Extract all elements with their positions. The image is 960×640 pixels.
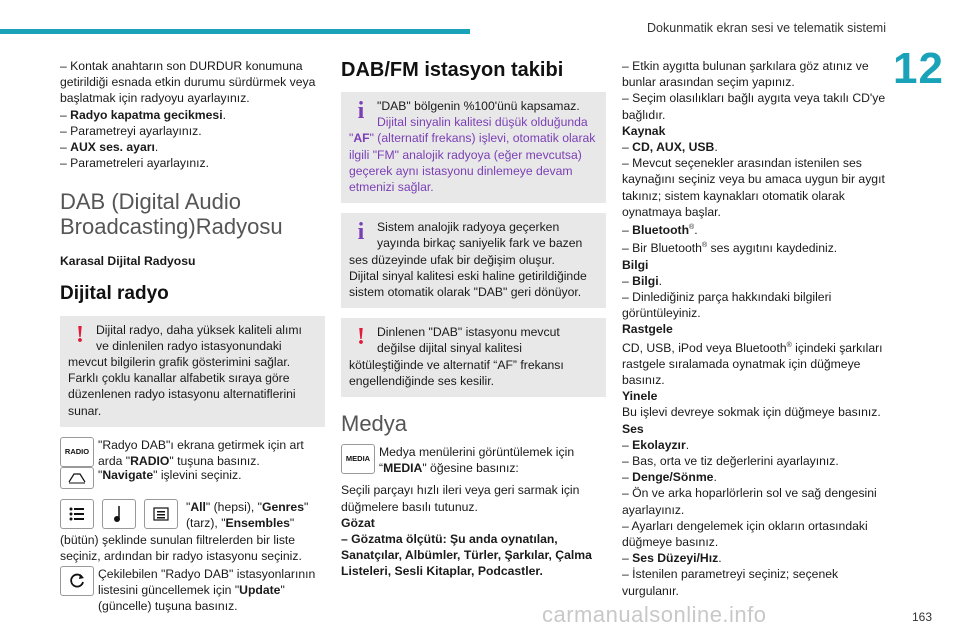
section-title-dab-fm: DAB/FM istasyon takibi [341,59,564,81]
info-heading: Bilgi [622,257,649,272]
info-icon: i [357,219,365,246]
text-line: – Dinlediğiniz parça hakkındaki bilgileri görüntüleyiniz. [622,289,832,321]
list-item: – CD, AUX, USB. [622,140,718,155]
filter-icons [60,499,182,529]
step-filters: "All" (hepsi), "Genres" (tarz), "Ensembles" (bütün) şeklinde sunulan filtrelerden bir liste seçiniz, ardından bir radyo istasyonu seçiniz. [60,500,309,563]
column-3 [622,58,887,599]
sound-heading: Ses [622,421,644,436]
note-text: Farklı çoklu kanallar alfabetik sıraya göre düzenlenen radyo istasyonu alternatiflerini sunar. [68,371,296,418]
column-2 [341,58,606,580]
browse-heading: Gözat [341,515,375,530]
media-button-icon: MEDIA [341,444,375,474]
list-item: – Bluetooth®. [622,223,698,238]
list-item: – Parametreleri ayarlayınız. [60,156,210,171]
watermark: carmanualsonline.info [542,602,767,627]
text-line: – Etkin aygıtta bulunan şarkılara göz atınız ve bunlar arasından seçim yapınız. [622,59,869,90]
chapter-number: 12 [893,44,944,93]
section-title-digital-radio: Dijital radyo [60,282,169,304]
step-update [60,566,325,615]
text-line: – Bas, orta ve tiz değerlerini ayarlayınız. [622,454,839,469]
warning-note [341,318,606,397]
note-text: Dinlenen "DAB" istasyonu mevcut değilse dijital sinyal kalitesi kötüleştiğinde ve alternatif “AF” frekansı engellendiğinde ses kesilir. [349,325,564,388]
ensemble-icon [144,499,178,529]
section-title-dab: DAB (Digital Audio Broadcasting)Radyosu [60,189,283,240]
note-text: "DAB" bölgenin %100'ünü kapsamaz. [377,99,580,113]
text-line: – Ön ve arka hoparlörlerin sol ve sağ dengesini ayarlayınız. [622,486,877,517]
note-text: Dijital sinyalin kalitesi düşük olduğunda "AF" (alternatif frekans) işlevi, otomatik olarak ilgili "FM" analojik radyoya (eğer mevcutsa) geçerek aynı istasyonu dinlemeye devam etmenizi sağlar. [349,115,596,195]
browse-text: – Gözatma ölçütü: Şu anda oynatılan, Sanatçılar, Albümler, Türler, Şarkılar, Çalma Listeleri, Sesli Kitaplar, Podcastler. [341,532,592,579]
radio-button-icon: RADIO [60,437,94,467]
list-item: – Bilgi. [622,273,662,288]
step-text: "Navigate" işlevini seçiniz. [98,468,242,483]
section-title-media: Medya [341,411,408,437]
loop-heading: Yinele [622,389,658,404]
text-line: – Seçim olasılıkları bağlı aygıta veya takılı CD'ye bağlıdır. [622,91,886,122]
text-line: CD, USB, iPod veya Bluetooth® içindeki şarkıları rastgele sıralamada oynatmak için düğmeye basınız. [622,340,883,388]
seek-text: Seçili parçayı hızlı ileri veya geri sarmak için düğmelere basılı tutunuz. [341,483,580,514]
text-line: Bu işlevi devreye sokmak için düğmeye basınız. [622,405,881,420]
step-media [341,444,606,476]
step-text: Çekilebilen "Radyo DAB" istasyonlarının listesini güncellemek için "Update" (güncelle) tuşuna basınız. [98,567,316,614]
random-heading: Rastgele [622,322,673,337]
note-text: Dijital radyo, daha yüksek kaliteli alımı ve dinlenilen radyo istasyonundaki mevcut bilgilerin grafik gösterimini sağlar. [68,322,302,370]
column-1 [60,58,325,621]
step-text: Medya menülerini görüntülemek için “MEDIA" öğesine basınız: [379,445,575,476]
note-text: Dijital sinyal kalitesi eski haline getirildiğinde sistem otomatik olarak "DAB" geri dönüyor. [349,268,587,300]
settings-list [60,107,325,172]
header-accent-bar [0,29,470,34]
note-text: Sistem analojik radyoya geçerken yayında birkaç saniyelik fark ve bazen ses düzeyinde ufak bir değişim oluşur. [349,220,583,267]
section-subtitle: Karasal Dijital Radyosu [60,254,196,269]
list-item: – Parametreyi ayarlayınız. [60,123,202,138]
header-title: Dokunmatik ekran sesi ve telematik sistemi [647,21,886,35]
source-heading: Kaynak [622,123,666,138]
warning-icon: ! [76,321,84,348]
navigate-icon [60,467,94,489]
list-item: – Radyo kapatma gecikmesi. [60,107,226,122]
list-item: – AUX ses. ayarı. [60,140,159,155]
step-text: "Radyo DAB"ı ekrana getirmek için art arda "RADIO" tuşuna basınız. [98,437,304,469]
list-item: – Denge/Sönme. [622,470,717,485]
list-item: – Bir Bluetooth® ses aygıtını kaydediniz. [622,241,838,256]
text-line: – İstenilen parametreyi seçiniz; seçenek vurgulanır. [622,567,839,598]
text-line: – Ayarları dengelemek için okların ortasındaki düğmeye basınız. [622,518,868,550]
intro-text: – Kontak anahtarın son DURDUR konumuna getirildiği esnada etkin durumu sürdürmek veya başlatmak için radyoyu ayarlayınız. [60,59,316,106]
info-icon: i [357,98,365,124]
page-number: 163 [911,610,932,624]
info-note [341,213,606,308]
step-navigate [60,467,325,489]
genre-icon [102,499,136,529]
warning-icon: ! [357,324,365,351]
info-note [341,92,606,203]
step-radio [60,437,325,469]
list-item: – Ses Düzeyi/Hız. [622,551,722,566]
refresh-icon [60,566,94,596]
list-item: – Ekolayzır. [622,437,690,452]
text-line: – Mevcut seçenekler arasından istenilen ses kaynağını seçiniz veya bu amaca uygun bir aygıt takınız; sistem kaynakları otomatik olarak oynatmaya başlar. [622,156,885,219]
list-icon [60,499,94,529]
warning-note [60,316,325,427]
